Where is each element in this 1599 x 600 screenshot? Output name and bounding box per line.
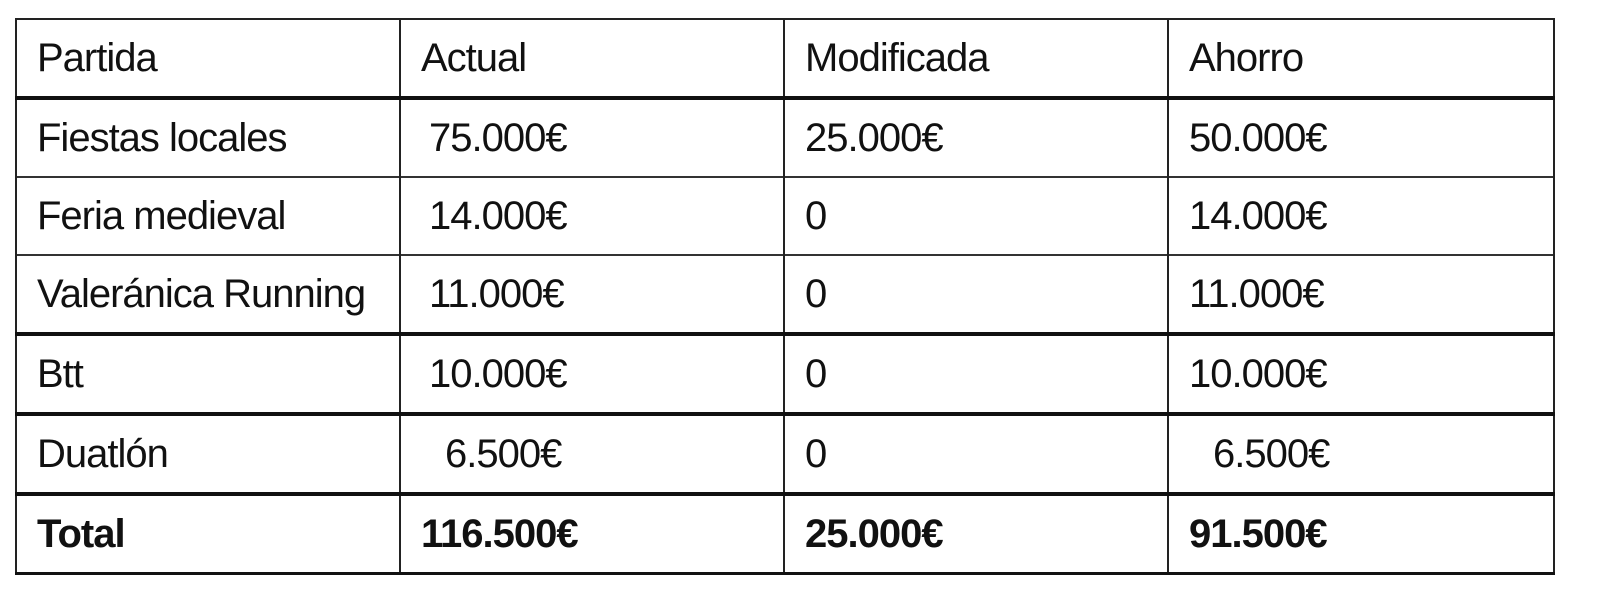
table-row: [16, 177, 1554, 255]
header-partida: Partida: [16, 19, 400, 98]
cell-ahorro: 6.500€: [1168, 414, 1554, 494]
cell-partida: Valeránica Running: [16, 255, 400, 334]
cell-actual: 10.000€: [400, 334, 784, 414]
cell-modificada: 0: [784, 414, 1168, 494]
header-actual: Actual: [400, 19, 784, 98]
cell-modificada: 0: [784, 177, 1168, 255]
cell-partida: Duatlón: [16, 414, 400, 494]
table-total-row: [16, 494, 1554, 574]
table-row: [16, 98, 1554, 177]
header-ahorro: Ahorro: [1168, 19, 1554, 98]
cell-modificada: 0: [784, 334, 1168, 414]
cell-partida: Btt: [16, 334, 400, 414]
cell-modificada: 0: [784, 255, 1168, 334]
table-row: [16, 414, 1554, 494]
cell-actual: 6.500€: [400, 414, 784, 494]
table-header-row: [16, 19, 1554, 98]
cell-actual: 14.000€: [400, 177, 784, 255]
budget-table-container: [15, 18, 1553, 575]
cell-ahorro: 50.000€: [1168, 98, 1554, 177]
cell-partida: Fiestas locales: [16, 98, 400, 177]
cell-partida: Feria medieval: [16, 177, 400, 255]
cell-actual: 75.000€: [400, 98, 784, 177]
total-actual: 116.500€: [400, 494, 784, 574]
cell-ahorro: 14.000€: [1168, 177, 1554, 255]
cell-actual: 11.000€: [400, 255, 784, 334]
cell-modificada: 25.000€: [784, 98, 1168, 177]
table-row: [16, 255, 1554, 334]
cell-ahorro: 10.000€: [1168, 334, 1554, 414]
total-modificada: 25.000€: [784, 494, 1168, 574]
header-modificada: Modificada: [784, 19, 1168, 98]
total-label: Total: [16, 494, 400, 574]
budget-table: [15, 18, 1555, 575]
total-ahorro: 91.500€: [1168, 494, 1554, 574]
table-row: [16, 334, 1554, 414]
cell-ahorro: 11.000€: [1168, 255, 1554, 334]
